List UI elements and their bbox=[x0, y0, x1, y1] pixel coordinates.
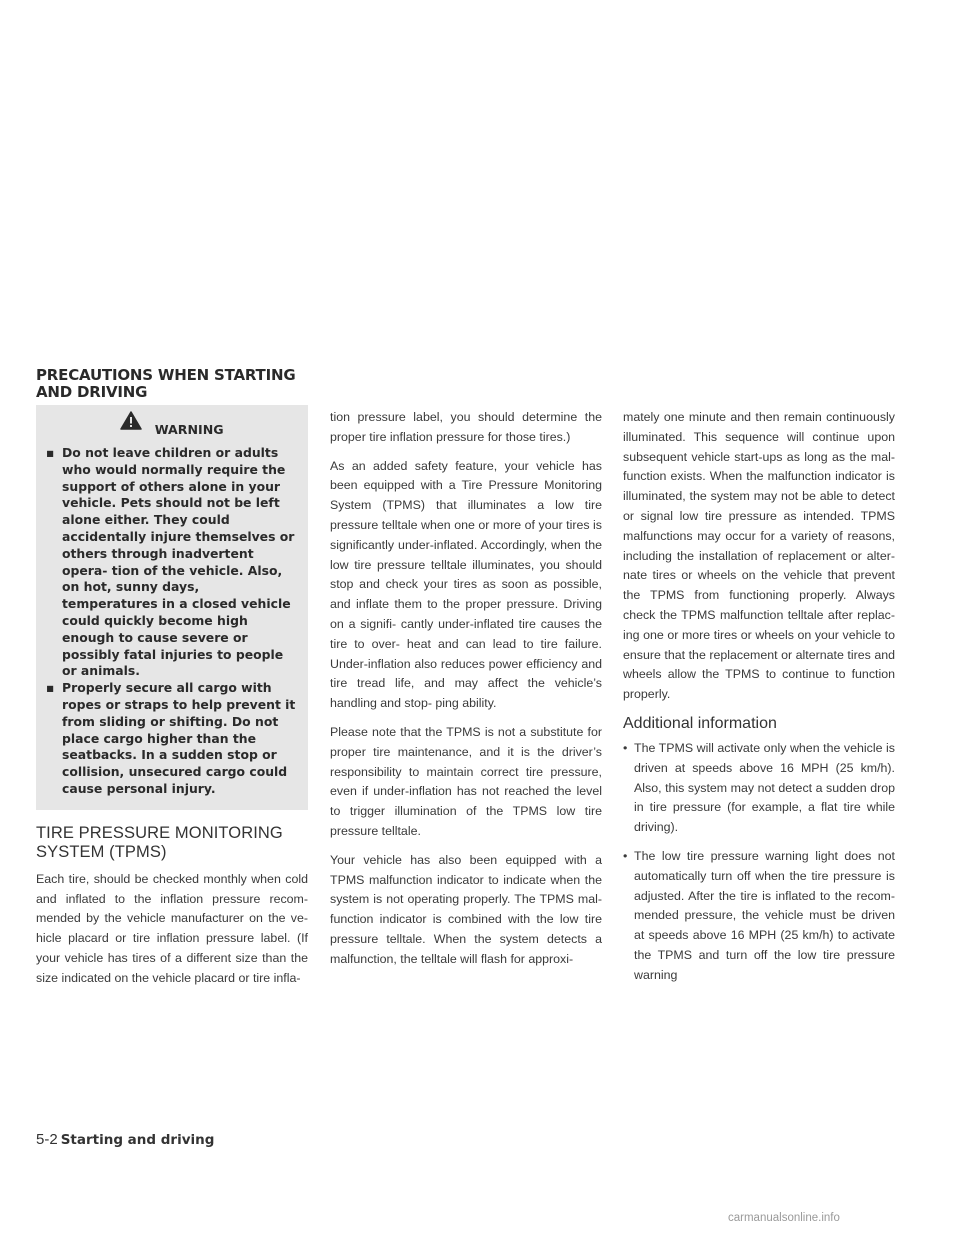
tpms-paragraph-2: As an added safety feature, your vehicle has been equipped with a Tire Pressure Monitoring System (TPMS) that illuminates a low tire pressure telltale when one or more of your tires is significantly under-inflated. Accordingly, when the low tire pressure telltale illuminates, you should stop and check your tires as soon as possible, and inflate them to the proper pressure. Driving on a signifi- cantly under-inflated tire causes the tire to over- heat and can lead to tire failure. Under-inflation also reduces power efficiency and tire tread life, and may affect the vehicle’s handling and stop- ping ability. bbox=[330, 458, 602, 711]
warning-heading: WARNING bbox=[154, 422, 224, 438]
list-item: • The TPMS will activate only when the vehicle is driven at speeds above 16 MPH (25 km/h). Also, this system may not detect a sudden drop in tire pressure (for example, a flat tire while driving). bbox=[623, 740, 895, 835]
page-number: 5-2 bbox=[36, 1131, 58, 1148]
watermark: carmanualsonline.info bbox=[728, 1212, 840, 1224]
column-1 bbox=[36, 405, 308, 998]
tpms-paragraph-4-part-1: Your vehicle has also been equipped with a TPMS malfunction indicator to indicate when the system is not operating properly. The TPMS mal- function indicator is combined with the low tire pressure telltale. When the system detects a malfunction, the telltale will flash for approxi- bbox=[330, 852, 602, 966]
column-2 bbox=[330, 408, 602, 979]
warning-header bbox=[46, 417, 298, 437]
bullet-icon: • bbox=[623, 848, 628, 863]
warning-triangle-icon bbox=[120, 411, 142, 430]
page-footer bbox=[36, 1131, 214, 1148]
warning-box bbox=[36, 405, 308, 810]
warning-item: ▪ Do not leave children or adults who would normally require the support of others alone in your vehicle. Pets should not be left alone either. They could accidentally injure themselves or others through inadvertent opera- tion of the vehicle. Also, on hot, sunny days, temperatures in a closed vehicle could quickly become high enough to cause severe or possibly fatal injuries to people or animals. bbox=[46, 445, 295, 679]
bullet-icon: • bbox=[623, 740, 628, 755]
tpms-paragraph-3: Please note that the TPMS is not a substitute for proper tire maintenance, and it is the driver’s responsibility to maintain correct tire pressure, even if under-inflation has not reached the level to trigger illumination of the TPMS low tire pressure telltale. bbox=[330, 724, 602, 838]
section-title: PRECAUTIONS WHEN STARTING AND DRIVING bbox=[36, 366, 296, 401]
bullet-icon: ▪ bbox=[46, 445, 55, 460]
column-3 bbox=[623, 408, 895, 995]
tpms-paragraph-4-part-2: mately one minute and then remain continuously illuminated. This sequence will continue upon subsequent vehicle start-ups as long as the mal- function exists. When the malfunction indicator is illuminated, the system may not be able to detect or signal low tire pressure as intended. TPMS malfunctions may occur for a variety of reasons, including the installation of replacement or alter- nate tires or wheels on the vehicle that prevent the TPMS from functioning properly. Always check the TPMS malfunction telltale after replac- ing one or more tires or wheels on your vehicle to ensure that the replacement or alternate tires and wheels allow the TPMS to continue to function properly. bbox=[623, 410, 895, 702]
tpms-paragraph-1-part-2: tion pressure label, you should determine the proper tire inflation pressure for those tires.) bbox=[330, 410, 602, 444]
tpms-paragraph-1-part-1: Each tire, should be checked monthly when cold and inflated to the inflation pressure recom- mended by the vehicle manufacturer on the ve- hicle placard or tire inflation pressure label. (If your vehicle has tires of a different size than the size indicated on the vehicle placard or tire infla- bbox=[36, 871, 308, 985]
warning-item: ▪ Properly secure all cargo with ropes or straps to help prevent it from sliding or shifting. Do not place cargo higher than the seatbacks. In a sudden stop or collision, unsecured cargo could cause personal injury. bbox=[46, 680, 296, 796]
bullet-icon: ▪ bbox=[46, 680, 55, 696]
tpms-heading: TIRE PRESSURE MONITORING SYSTEM (TPMS) bbox=[36, 823, 283, 861]
footer-section-name: Starting and driving bbox=[60, 1132, 215, 1148]
list-item: • The low tire pressure warning light does not automatically turn off when the tire pressure is adjusted. After the tire is inflated to the recom- mended pressure, the vehicle must be driven at speeds above 16 MPH (25 km/h) to activate the TPMS and turn off the low tire pressure warning bbox=[623, 848, 895, 982]
additional-info-heading: Additional information bbox=[623, 714, 777, 732]
